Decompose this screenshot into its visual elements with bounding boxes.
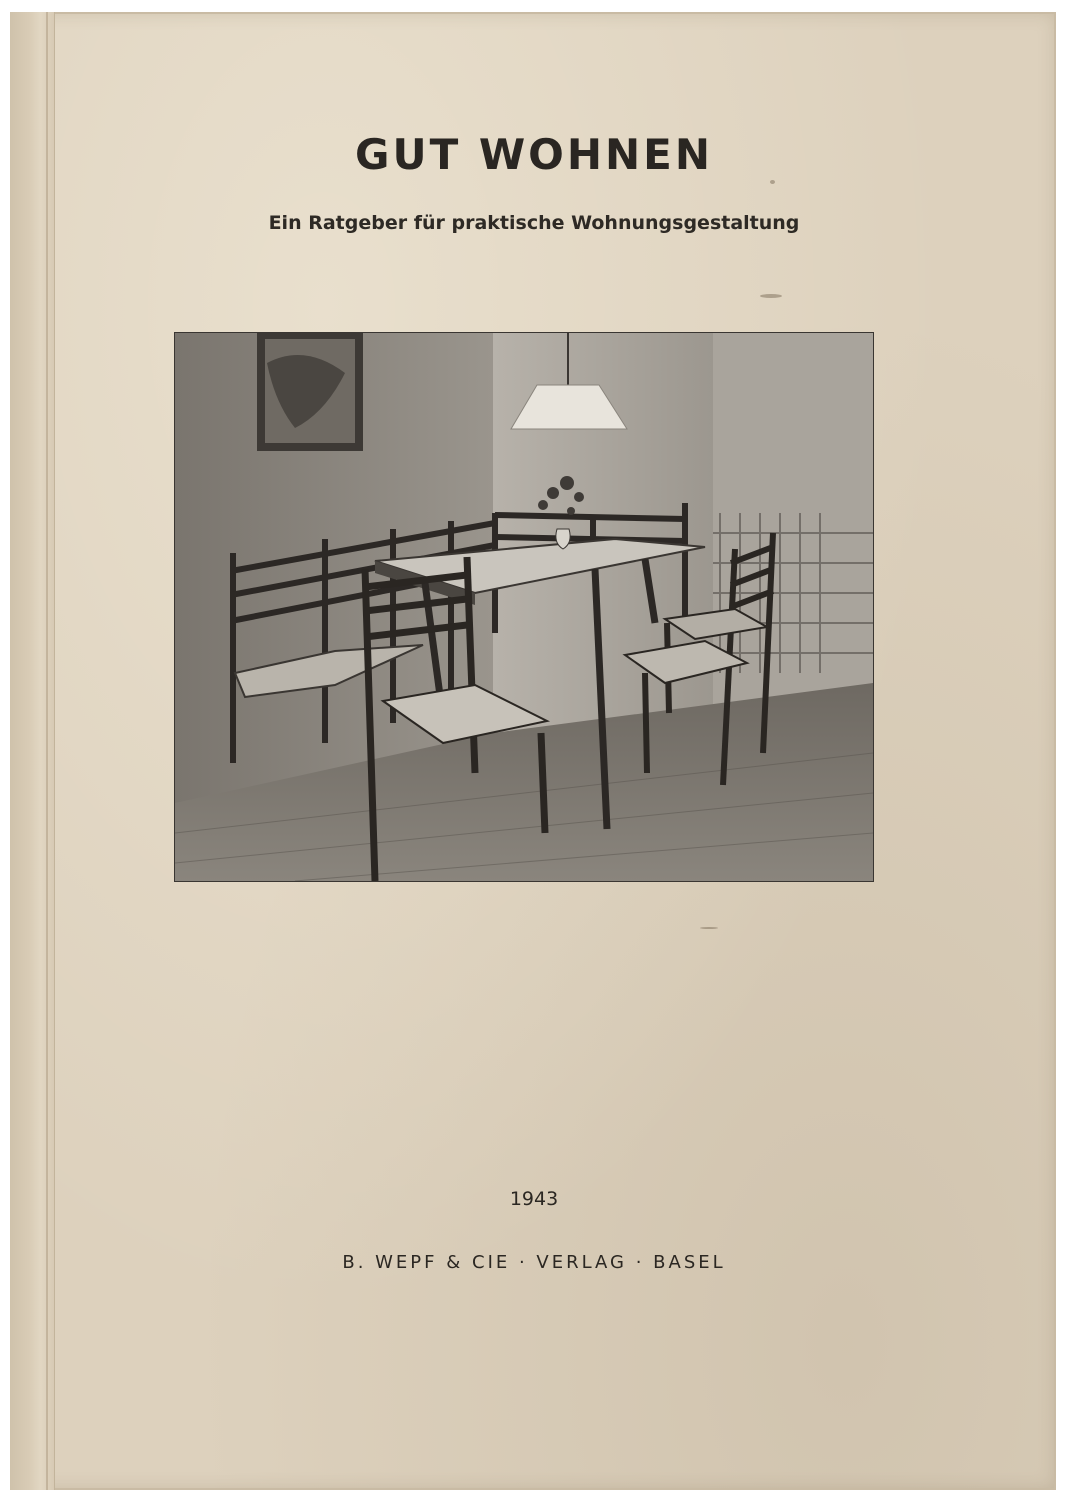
dining-corner-photograph	[175, 333, 873, 881]
publication-year: 1943	[509, 1188, 559, 1210]
paper-speck	[770, 180, 775, 184]
publisher-line: B. WEPF & CIE · VERLAG · BASEL	[342, 1252, 726, 1273]
paper-speck	[700, 927, 718, 929]
paper-speck	[760, 294, 782, 298]
book-subtitle: Ein Ratgeber für praktische Wohnungsgestaltung	[268, 212, 800, 234]
cover-photograph	[174, 332, 874, 882]
book-title: GUT WOHNEN	[354, 130, 714, 179]
